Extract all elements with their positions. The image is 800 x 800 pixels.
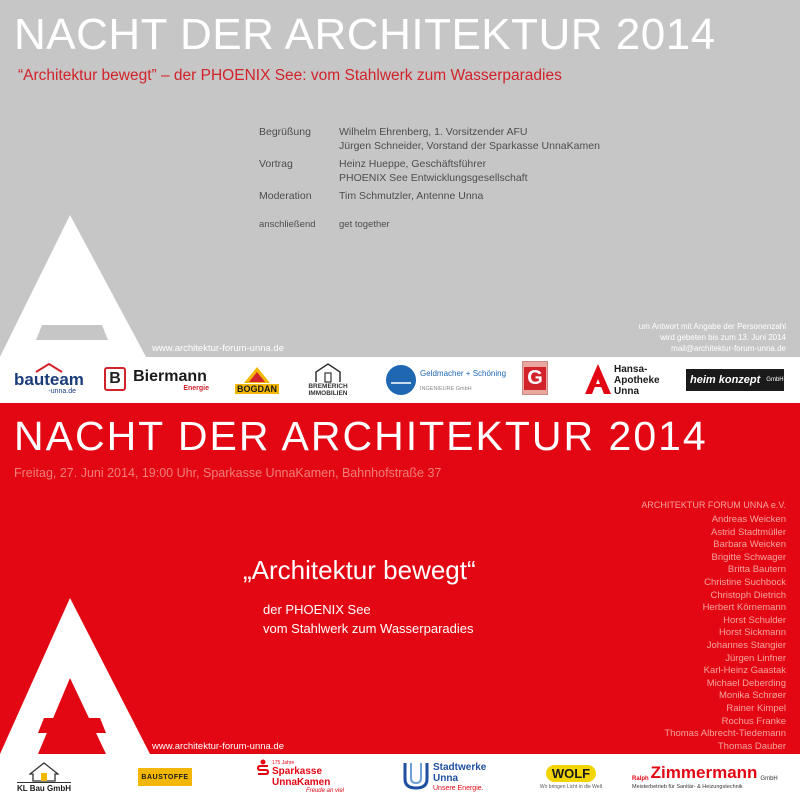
zimmermann-header: [632, 764, 778, 782]
wolf-slogan: Wir bringen Licht in die Welt: [539, 783, 603, 790]
invitation-bottom-panel: [0, 403, 800, 754]
sparkasse-s-icon: [256, 759, 270, 775]
zimmermann-logo: [632, 760, 788, 794]
hansa-line3: Unna: [614, 385, 639, 397]
invitation-top-panel: [0, 0, 800, 357]
member-name: Christine Suchbock: [704, 576, 786, 588]
member-name: Jürgen Linfner: [725, 652, 786, 664]
member-name: Barbara Weicken: [713, 539, 786, 551]
pharmacy-a-icon: [584, 363, 612, 395]
subtitle-quote: “Architektur bewegt”: [18, 67, 157, 84]
house-icon: [29, 762, 59, 782]
zimmermann-slogan: Meisterbetrieb für Sanitär- & Heizungstechnik: [632, 784, 743, 790]
sparkasse-slogan: Freude an viel: [305, 788, 344, 794]
program-value: Wilhelm Ehrenberg, 1. Vorsitzender AFU: [339, 126, 528, 138]
geldmacher-logo: [420, 368, 510, 392]
kl-bau-name: KL Bau GmbH: [16, 783, 72, 793]
triangle-icon: [243, 366, 271, 384]
wolf-name: WOLF: [546, 765, 596, 782]
kl-bau-logo: [14, 759, 74, 795]
bremerich-sub: IMMOBILIEN: [308, 390, 348, 397]
bauteam-name: bauteam: [14, 370, 84, 389]
member-name: Herbert Körnemann: [702, 602, 786, 614]
heimkonzept-sub: GmbH: [766, 377, 784, 383]
wave-icon: [389, 375, 413, 385]
bauteam-sub: -unna.de: [48, 388, 76, 395]
program-value: Heinz Hueppe, Geschäftsführer: [339, 158, 487, 170]
stadtwerke-mark-icon: [402, 761, 430, 791]
geldmacher-circle-icon: [386, 365, 416, 395]
sponsor-logos-bottom: [0, 754, 800, 800]
baustoffe-name: BAUSTOFFE: [141, 773, 189, 781]
zimmermann-gmbh: GmbH: [760, 776, 778, 782]
member-name: Michael Deberding: [706, 677, 786, 689]
hansa-line2: Apotheke: [614, 374, 660, 386]
website-link[interactable]: www.architektur-forum-unna.de: [152, 741, 284, 752]
rsvp-email[interactable]: mail@architektur-forum-unna.de: [671, 344, 786, 353]
program-value: Jürgen Schneider, Vorstand der Sparkasse UnnaKamen: [339, 140, 600, 152]
program-value: PHOENIX See Entwicklungsgesellschaft: [339, 172, 528, 184]
program-value: Tim Schmutzler, Antenne Unna: [339, 190, 484, 202]
hansa-apotheke-logo: [614, 363, 666, 397]
member-name: Britta Bautern: [727, 564, 786, 576]
zimmermann-prefix: Ralph: [632, 776, 649, 782]
member-name: Astrid Stadtmüller: [711, 526, 786, 538]
biermann-mark-icon: [104, 367, 126, 391]
member-name: Thomas Dauber: [717, 740, 786, 752]
house-icon: [313, 363, 343, 383]
stadtwerke-name: Stadtwerke: [433, 762, 487, 773]
wolf-logo: [540, 760, 602, 794]
event-topic-line1: der PHOENIX See: [263, 602, 371, 617]
sponsor-logos-top: [0, 357, 800, 403]
event-motto: „Architektur bewegt“: [243, 555, 476, 585]
program-label: anschließend: [259, 219, 316, 230]
rsvp-note: [639, 321, 786, 354]
zimmermann-name: Zimmermann: [650, 763, 758, 782]
member-name: Horst Schulder: [723, 614, 786, 626]
member-name: Rochus Franke: [721, 715, 786, 727]
stadtwerke-logo: [433, 761, 503, 793]
program-label: Begrüßung: [259, 126, 311, 138]
biermann-mark: B: [109, 370, 121, 387]
rsvp-line: um Antwort mit Angabe der Personenzahl: [638, 322, 786, 331]
member-name: Thomas Albrecht-Tiedemann: [664, 728, 786, 740]
bogdan-logo: [238, 363, 276, 397]
member-name: Andreas Weicken: [711, 514, 786, 525]
event-subtitle: [18, 67, 562, 85]
sparkasse-icon: [256, 759, 270, 775]
heimkonzept-name: heim konzept: [690, 374, 761, 386]
event-title: NACHT DER ARCHITEKTUR 2014: [14, 413, 708, 459]
member-list: [664, 514, 786, 754]
sparkasse-anniversary: 175 Jahre: [272, 760, 295, 766]
biermann-logo: [131, 365, 209, 395]
heimkonzept-logo: [686, 369, 784, 391]
geldmacher-sub: INGENIEURE GmbH: [420, 385, 472, 392]
program-label: Moderation: [259, 190, 312, 202]
g-mark-logo: [522, 361, 548, 395]
member-name: Christoph Dietrich: [710, 589, 786, 601]
apotheke-icon: [584, 363, 612, 395]
sparkasse-logo: [272, 757, 344, 797]
bogdan-name: BOGDAN: [237, 384, 277, 394]
subtitle-rest: – der PHOENIX See: vom Stahlwerk zum Wasserparadies: [156, 67, 562, 84]
stadtwerke-city: Unna: [433, 773, 458, 784]
program-value: get together: [339, 219, 390, 230]
member-name: Brigitte Schwager: [711, 551, 786, 563]
sparkasse-name: Sparkasse: [272, 766, 323, 777]
program-label: Vortrag: [259, 158, 293, 170]
stadtwerke-icon: [402, 761, 430, 791]
geldmacher-name: Geldmacher + Schöning: [420, 368, 507, 378]
member-name: Karl-Heinz Gaastak: [703, 665, 786, 677]
event-topic-line2: vom Stahlwerk zum Wasserparadies: [263, 621, 474, 636]
biermann-sub: Energie: [183, 385, 209, 392]
bremerich-logo: [302, 361, 354, 399]
bauteam-logo: [14, 365, 84, 395]
sparkasse-city: UnnaKamen: [272, 777, 331, 788]
hansa-line1: Hansa-: [614, 363, 648, 375]
bremerich-name: BREMERICH: [308, 383, 348, 390]
rsvp-line: wird gebeten bis zum 13. Juni 2014: [660, 333, 786, 342]
event-title: NACHT DER ARCHITEKTUR 2014: [14, 10, 716, 59]
member-name: Johannes Stangier: [706, 639, 786, 651]
member-name: Horst Sickmann: [718, 627, 786, 639]
stadtwerke-slogan: Unsere Energie.: [433, 785, 484, 792]
member-name: Monika Schrøer: [718, 690, 786, 702]
g-mark: G: [524, 367, 546, 390]
member-name: Rainer Kimpel: [726, 702, 786, 714]
house-icon: [34, 363, 64, 373]
biermann-name: Biermann: [133, 368, 207, 385]
event-date-location: Freitag, 27. Juni 2014, 19:00 Uhr, Sparkasse UnnaKamen, Bahnhofstraße 37: [14, 466, 442, 480]
baustoffe-logo: [138, 768, 192, 786]
website-link[interactable]: www.architektur-forum-unna.de: [152, 343, 284, 354]
association-name: ARCHITEKTUR FORUM UNNA e.V.: [641, 500, 786, 510]
